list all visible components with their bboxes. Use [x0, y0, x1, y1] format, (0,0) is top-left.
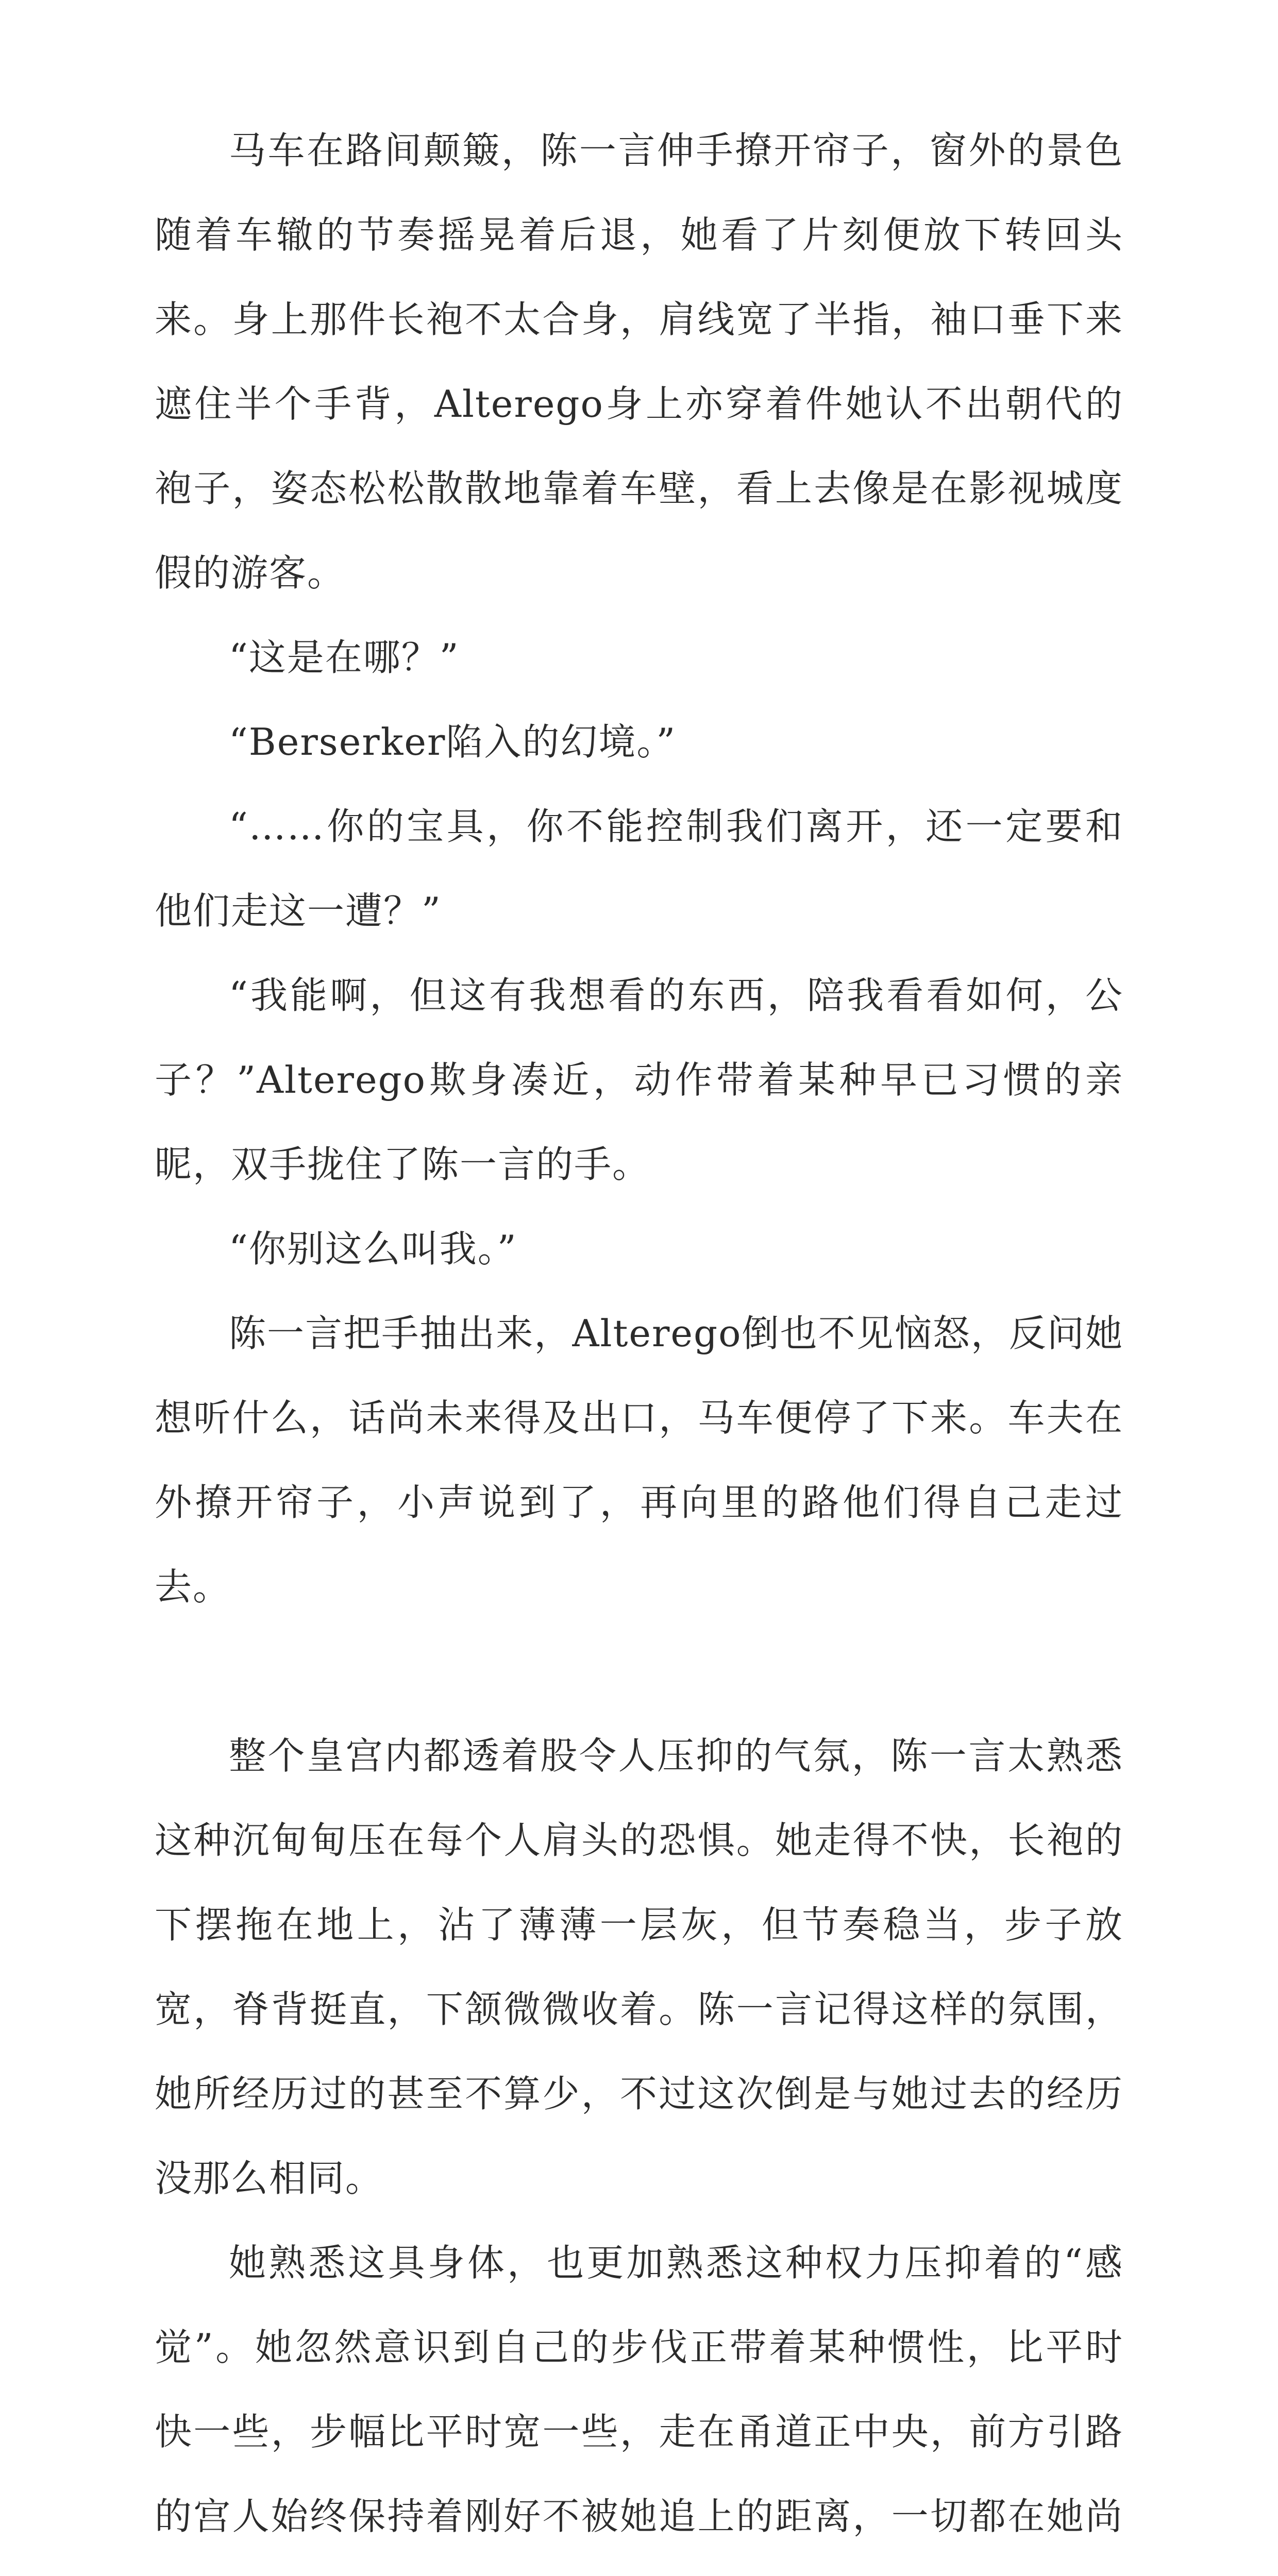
paragraph: “你别这么叫我。”: [229, 1227, 517, 1270]
paragraph: 马车在路间颠簸，陈一言伸手撩开帘子，窗外的景色随着车辙的节奏摇晃着后退，她看了片刻便放下转回头来。身上那件长袍不太合身，肩线宽了半指，袖口垂下来遮住半个手背，Alterego身上亦穿着件她认不出朝代的袍子，姿态松松散散地靠着车壁，看上去像是在影视城度假的游客。: [155, 129, 1123, 595]
paragraph: “这是在哪？”: [229, 636, 460, 679]
paragraph: “……你的宝具，你不能控制我们离开，还一定要和他们走这一遭？”: [155, 805, 1123, 933]
paragraph: 陈一言把手抽出来，Alterego倒也不见恼怒，反问她想听什么，话尚未来得及出口，马车便停了下来。车夫在外撩开帘子，小声说到了，再向里的路他们得自己走过去。: [155, 1312, 1123, 1608]
article-body: [155, 108, 1123, 2576]
paragraph: “我能啊，但这有我想看的东西，陪我看看如何，公子？”Alterego欺身凑近，动作带着某种早已习惯的亲昵，双手拢住了陈一言的手。: [155, 974, 1123, 1186]
paragraph: “Berserker陷入的幻境。”: [229, 720, 677, 764]
paragraph: 整个皇宫内都透着股令人压抑的气氛，陈一言太熟悉这种沉甸甸压在每个人肩头的恐惧。她走得不快，长袍的下摆拖在地上，沾了薄薄一层灰，但节奏稳当，步子放宽，脊背挺直，下颔微微收着。陈一言记得这样的氛围，她所经历过的甚至不算少，不过这次倒是与她过去的经历没那么相同。: [155, 1734, 1123, 2200]
section-gap: [155, 1629, 1123, 1714]
paragraph: 她熟悉这具身体，也更加熟悉这种权力压抑着的“感觉”。她忽然意识到自己的步伐正带着某种惯性，比平时快一些，步幅比平时宽一些，走在甬道正中央，前方引路的宫人始终保持着刚好不被她追上的距离，一切都在她尚: [155, 2241, 1123, 2538]
